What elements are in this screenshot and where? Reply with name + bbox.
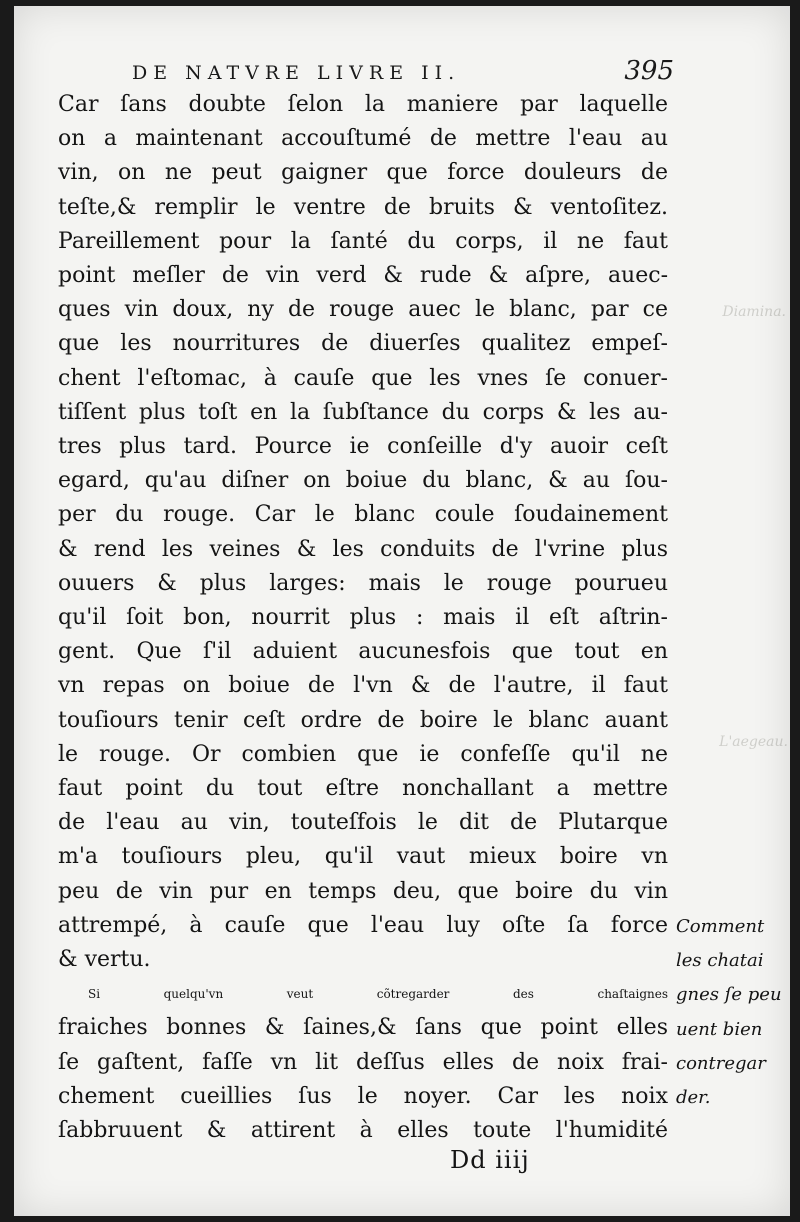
text-line: que les nourritures de diuerſes qualitez empeſ- bbox=[58, 331, 668, 357]
text-line: tres plus tard. Pource ie conſeille d'y auoir ceſt bbox=[58, 434, 668, 460]
body-text bbox=[58, 88, 668, 1148]
running-title: DE NATVRE LIVRE II. bbox=[132, 62, 461, 84]
show-through-text: Diamina. bbox=[722, 304, 786, 320]
marginal-note-line: gnes ſe peu bbox=[676, 984, 782, 1006]
marginal-note-line: les chatai bbox=[676, 950, 764, 972]
text-line: on a maintenant accouſtumé de mettre l'eau au bbox=[58, 126, 668, 152]
text-line: point meſler de vin verd & rude & aſpre, auec- bbox=[58, 263, 668, 289]
marginal-note bbox=[676, 910, 790, 1115]
text-line: qu'il ſoit bon, nourrit plus : mais il eſt aſtrin- bbox=[58, 605, 668, 631]
page-header bbox=[132, 56, 682, 88]
text-line: de l'eau au vin, touteſfois le dit de Plutarque bbox=[58, 810, 668, 836]
text-line: chement cueillies ſus le noyer. Car les noix bbox=[58, 1083, 668, 1109]
show-through-text: L'aegeau. bbox=[719, 734, 788, 750]
text-line: attrempé, à cauſe que l'eau luy oſte ſa force bbox=[58, 912, 668, 938]
text-line: per du rouge. Car le blanc coule ſoudainement bbox=[58, 502, 668, 528]
text-line: ſabbruuent & attirent à elles toute l'humidité bbox=[58, 1118, 668, 1144]
text-line: vin, on ne peut gaigner que force douleurs de bbox=[58, 160, 668, 186]
text-line: gent. Que ſ'il aduient aucunesfois que tout en bbox=[58, 639, 668, 665]
text-line: vn repas on boiue de l'vn & de l'autre, il faut bbox=[58, 673, 668, 699]
marginal-note-line: contregar bbox=[676, 1052, 766, 1074]
text-line: ſe gaſtent, faſſe vn lit deſſus elles de noix frai- bbox=[58, 1049, 668, 1075]
page-number: 395 bbox=[624, 56, 674, 86]
text-line: Si quelqu'vn veut cõtregarder des chaſtaignes bbox=[88, 987, 668, 1002]
text-line: ouuers & plus larges: mais le rouge pourueu bbox=[58, 570, 668, 596]
text-line: m'a touſiours pleu, qu'il vaut mieux boire vn bbox=[58, 844, 668, 870]
text-line: tiſſent plus toſt en la ſubſtance du corps & les au- bbox=[58, 399, 668, 425]
text-line: Pareillement pour la ſanté du corps, il ne faut bbox=[58, 228, 668, 254]
text-line: & rend les veines & les conduits de l'vrine plus bbox=[58, 536, 668, 562]
text-line: le rouge. Or combien que ie confeſſe qu'il ne bbox=[58, 741, 668, 767]
marginal-note-line: uent bien bbox=[676, 1018, 763, 1040]
signature-mark: Dd iiij bbox=[450, 1146, 530, 1174]
marginal-note-line: Comment bbox=[676, 916, 765, 937]
marginal-note-line: der. bbox=[676, 1087, 711, 1109]
text-line: teſte,& remplir le ventre de bruits & ventoſitez. bbox=[58, 194, 668, 220]
text-line: & vertu. bbox=[58, 947, 151, 973]
text-line: chent l'eſtomac, à cauſe que les vnes ſe conuer- bbox=[58, 365, 668, 391]
book-page bbox=[14, 6, 790, 1216]
text-line: faut point du tout eſtre nonchallant a mettre bbox=[58, 776, 668, 802]
text-line: Car ſans doubte ſelon la maniere par laquelle bbox=[58, 92, 668, 117]
text-line: peu de vin pur en temps deu, que boire du vin bbox=[58, 878, 668, 904]
text-line: touſiours tenir ceſt ordre de boire le blanc auant bbox=[58, 707, 668, 733]
text-line: ques vin doux, ny de rouge auec le blanc, par ce bbox=[58, 297, 668, 323]
text-line: fraiches bonnes & ſaines,& ſans que point elles bbox=[58, 1015, 668, 1041]
text-line: egard, qu'au diſner on boiue du blanc, & au ſou- bbox=[58, 468, 668, 494]
